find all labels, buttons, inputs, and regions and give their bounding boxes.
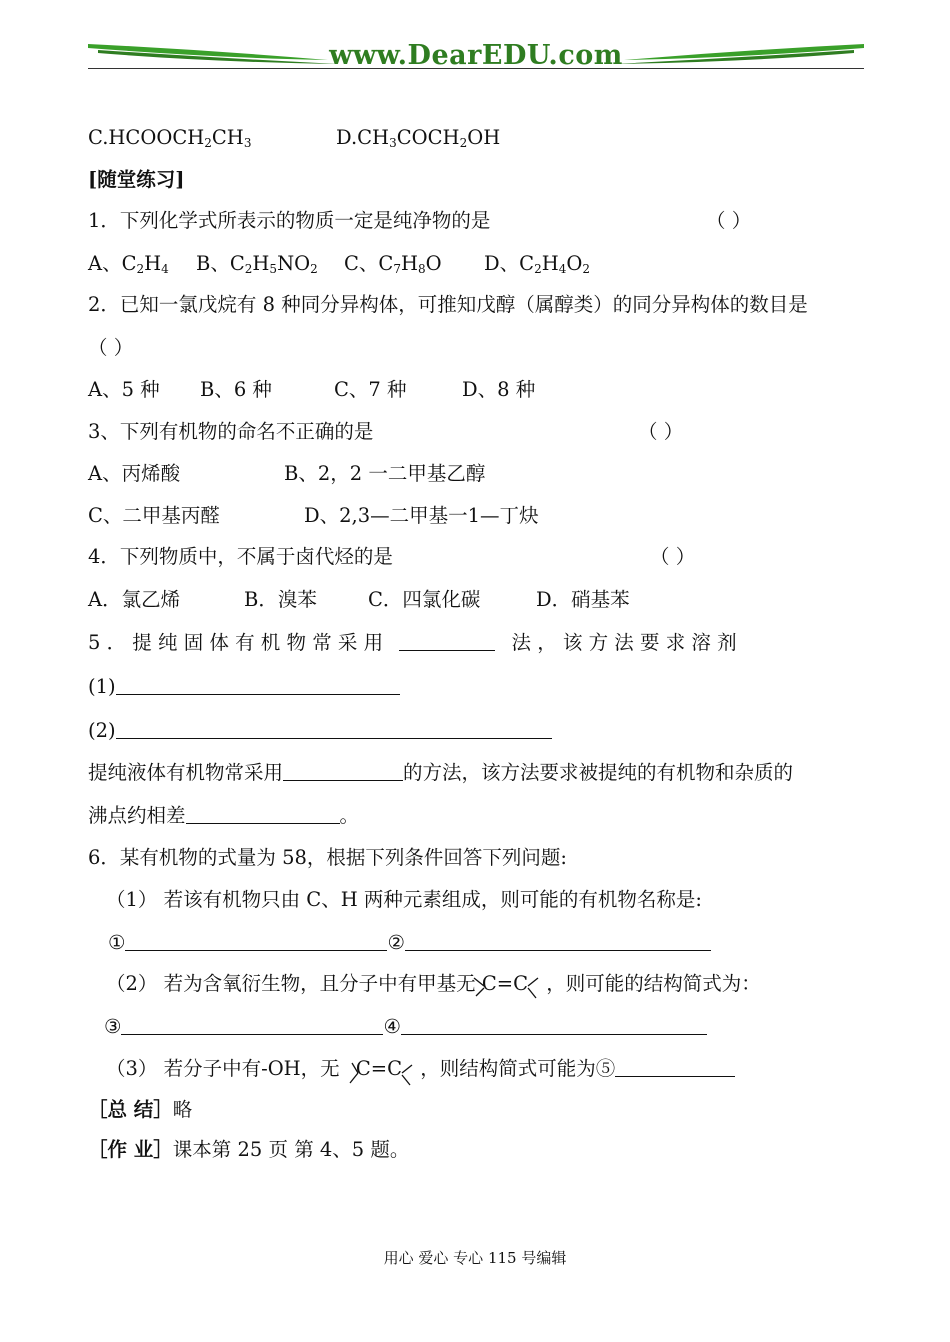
answer-blank[interactable] [405,932,711,951]
answer-paren: （ ） [88,336,134,359]
option-c: C、7 种 [334,378,407,401]
answer-blank[interactable] [121,1016,383,1035]
option-a: A．氯乙烯 [88,588,181,611]
question-6-part-2: （2） 若为含氧衍生物，且分子中有甲基无 C=C ，则可能的结构简式为： [106,974,761,994]
option-c: C、二甲基丙醛 [88,504,220,527]
question-4-stem: 4．下列物质中，不属于卤代烃的是 （ ） [88,545,696,568]
question-5-liquid: 提纯液体有机物常采用 的方法，该方法要求被提纯的有机物和杂质的 [88,761,794,784]
question-3-options-cd [88,504,539,527]
double-bond-structure: C=C [356,1059,402,1079]
section-title: [随堂练习] [88,168,185,191]
option-a: A、$C_2H_4$ [88,252,169,276]
option-c: C、$C_7H_8O$ [344,252,442,276]
header-divider [88,68,864,69]
question-6-stem: 6．某有机物的式量为 58，根据下列条件回答下列问题: [88,846,567,869]
header-banner [88,36,864,72]
page-footer: 用心 爱心 专心 115 号编辑 [383,1249,567,1267]
answer-blank[interactable] [186,805,340,824]
answer-blank[interactable] [399,632,495,651]
question-1-stem: 1．下列化学式所表示的物质一定是纯净物的是 （ ） [88,209,752,232]
option-b: B、2，2 一二甲基乙醇 [284,462,486,485]
question-6-part-3: （3） 若分子中有-OH，无 C=C ，则结构简式可能为⑤ [106,1058,735,1079]
question-5-stem: 5 ． 提 纯 固 体 有 机 物 常 采 用 法 ， 该 方 法 要 求 溶 剂 [88,631,737,654]
option-b: B、$C_2H_5NO_2$ [196,252,318,276]
bond-lines-icon [482,974,542,1004]
answer-blank[interactable] [401,1016,707,1035]
answer-paren: （ ） [650,545,696,568]
option-c: $C.HCOOCH_2CH_3$ [88,126,252,150]
answer-paren: （ ） [706,209,752,232]
summary-row [88,1100,192,1120]
option-d: D．硝基苯 [536,588,630,611]
question-5-boiling: 沸点约相差 。 [88,804,360,827]
question-2-options [88,378,536,401]
answer-blank[interactable] [116,720,552,739]
question-6-part-1: （1） 若该有机物只由 C、H 两种元素组成，则可能的有机物名称是: [106,888,702,911]
double-bond-structure: C=C [482,974,528,994]
answer-blank[interactable] [125,932,387,951]
option-b: B、6 种 [200,378,272,401]
homework-text: 课本第 25 页 第 4、5 题。 [172,1138,410,1161]
option-c: C．四氯化碳 [368,588,481,611]
question-6-answers-1-2: ① ② [108,932,711,953]
question-5-item-1: (1) [88,676,400,697]
option-a: A、5 种 [88,378,160,401]
option-b: B．溴苯 [244,588,317,611]
question-3-options-ab [88,462,486,485]
homework-row [88,1140,409,1160]
option-d: D、8 种 [462,378,536,401]
answer-blank[interactable] [283,762,403,781]
homework-label: ［作 业］ [88,1138,173,1161]
answer-blank[interactable] [615,1058,735,1077]
answer-blank[interactable] [116,676,400,695]
option-d: $D.CH_3COCH_2OH$ [336,126,501,150]
question-5-item-2: (2) [88,720,552,741]
summary-label: ［总 结］ [88,1098,173,1121]
question-1-options [88,252,590,276]
question-6-answers-3-4: ③ ④ [104,1016,707,1037]
question-2-stem: 2．已知一氯戊烷有 8 种同分异构体，可推知戊醇（属醇类）的同分异构体的数目是 [88,293,808,316]
summary-text: 略 [172,1098,193,1121]
question-4-options [88,588,630,611]
bond-lines-icon [356,1059,416,1089]
option-d: D、$C_2H_4O_2$ [484,252,590,276]
answer-paren: （ ） [638,420,684,443]
options-cd-row [88,126,501,150]
option-d: D、2,3—二甲基一1—丁炔 [304,504,539,527]
option-a: A、丙烯酸 [88,462,181,485]
site-brand[interactable]: www.DearEDU.com [329,40,623,71]
question-3-stem: 3、下列有机物的命名不正确的是 （ ） [88,420,684,443]
